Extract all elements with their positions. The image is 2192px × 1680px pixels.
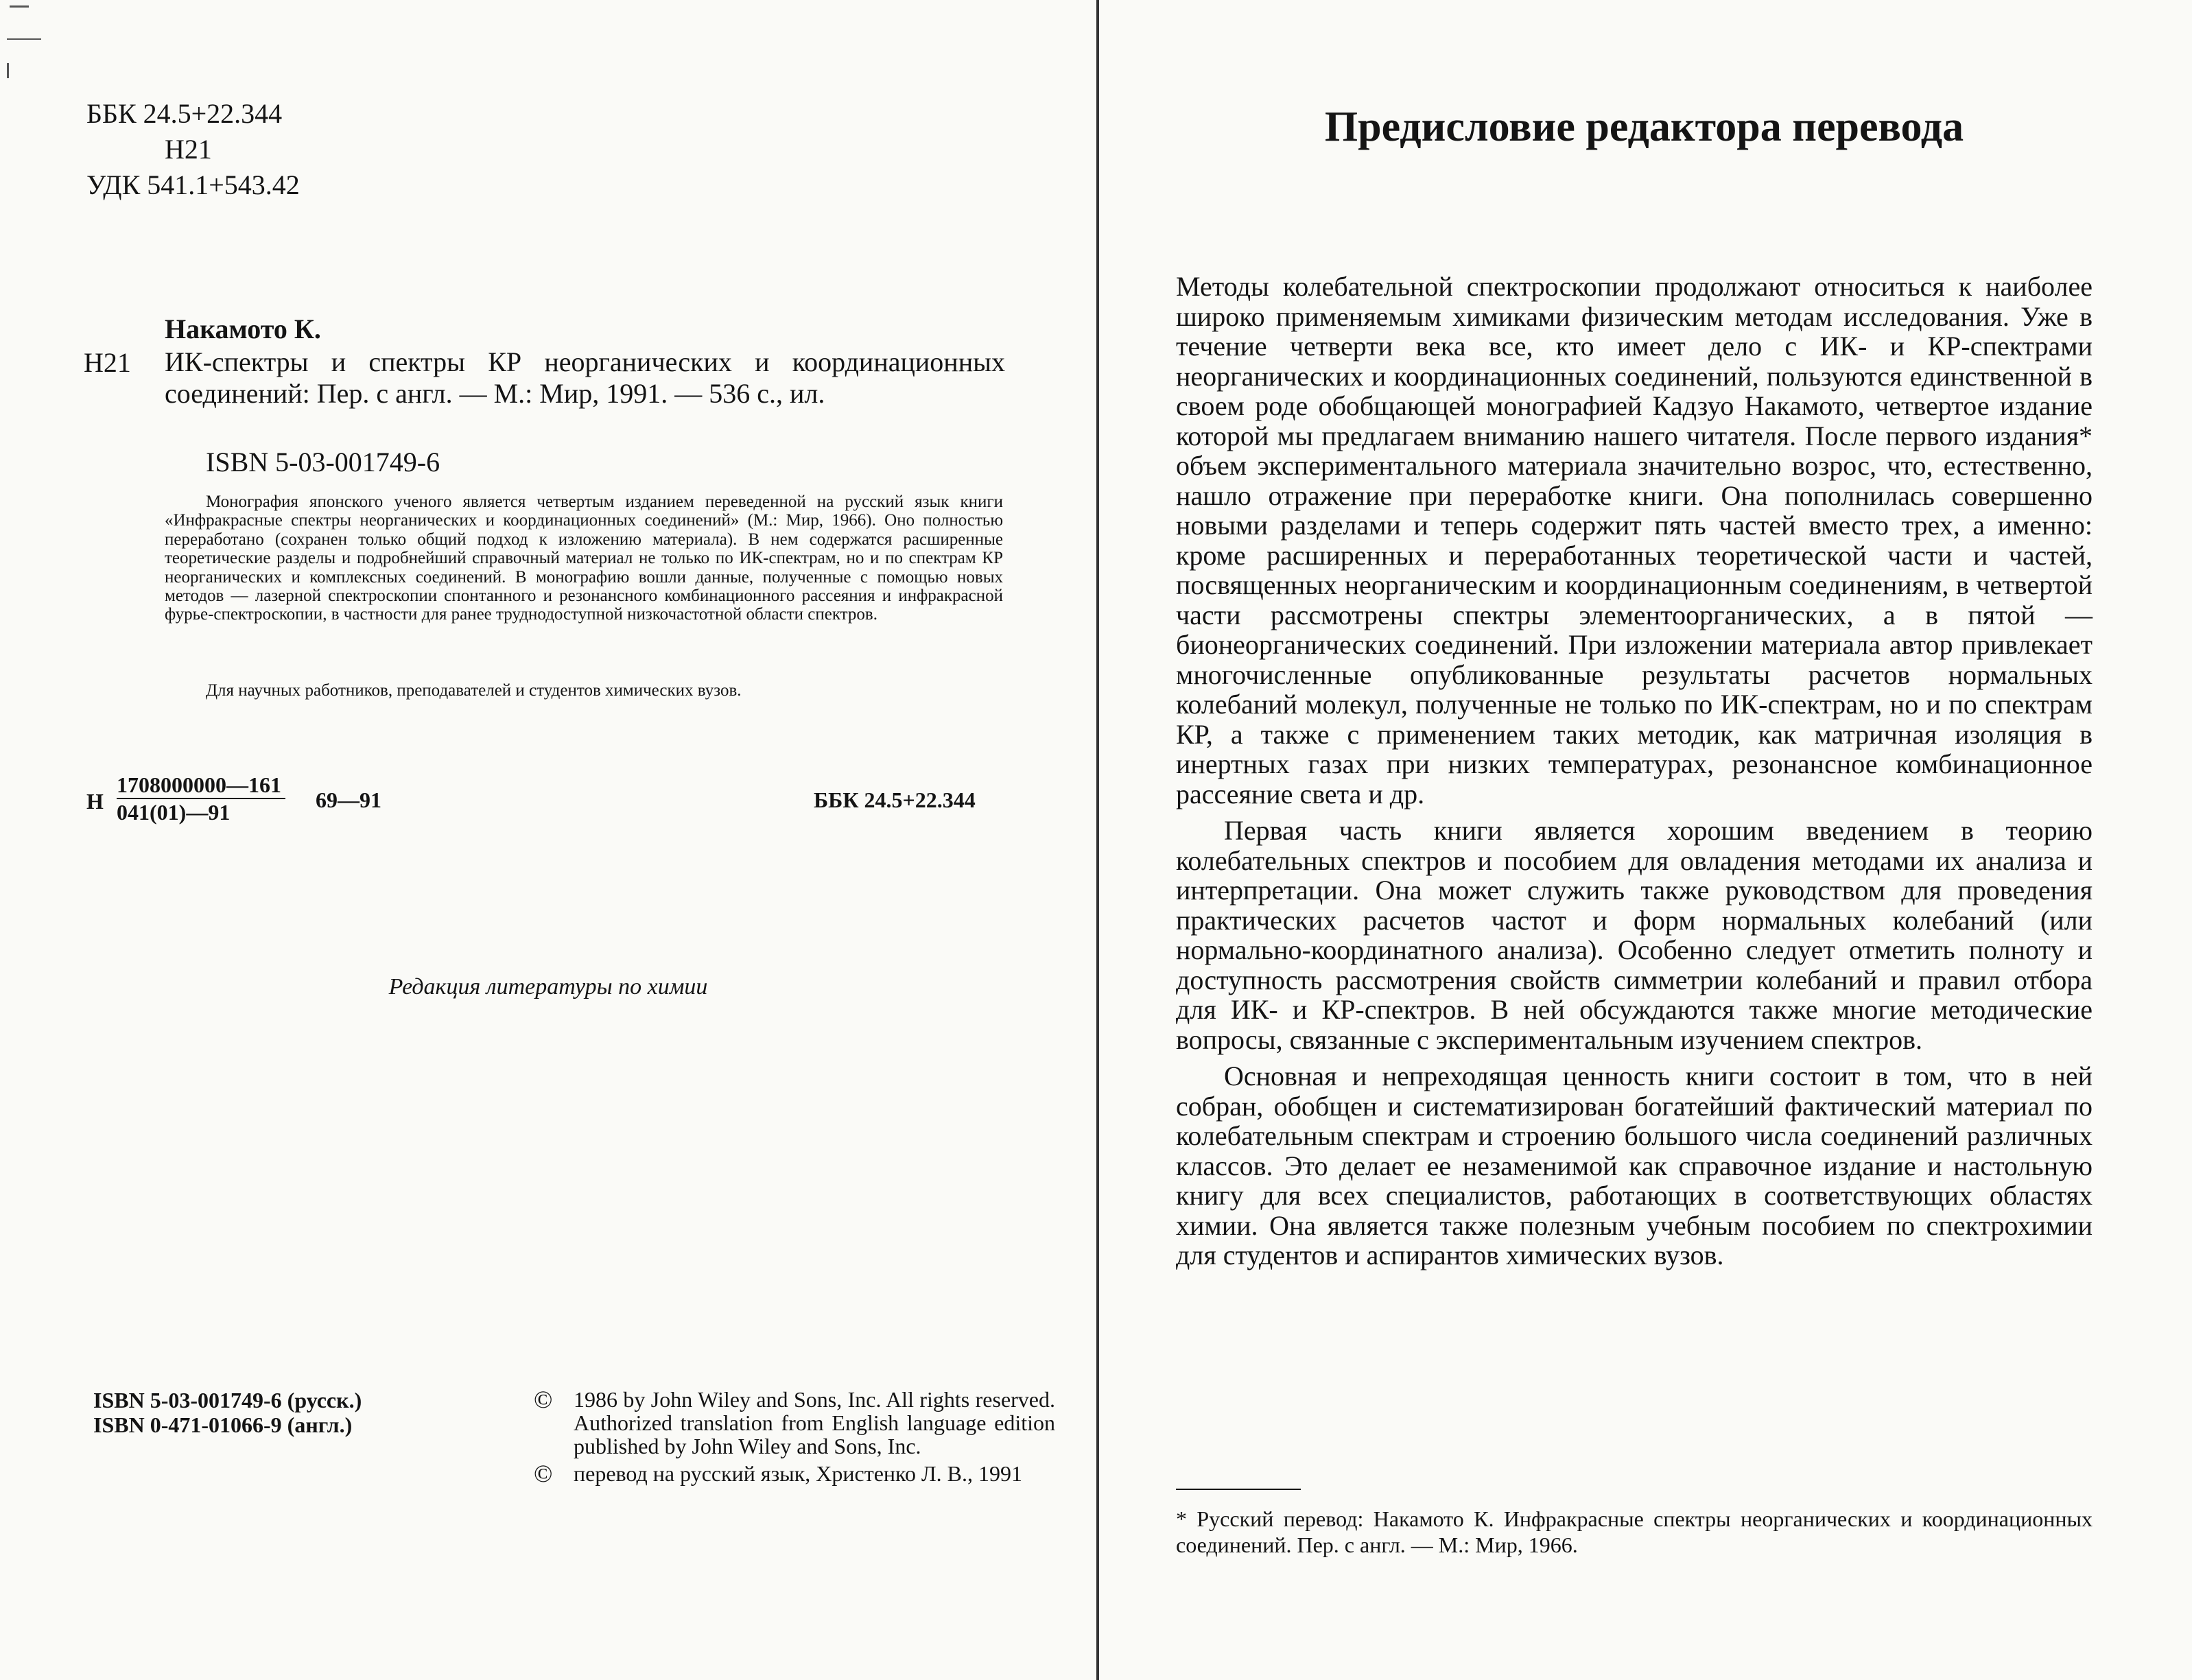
margin-mark [7,63,9,78]
margin-mark [7,38,41,40]
code-fraction [117,772,285,825]
bbk-line: ББК 24.5+22.344 [86,98,283,129]
isbn: ISBN 5-03-001749-6 [206,447,440,477]
preface-paragraph: Первая часть книги является хорошим введением в теорию колебательных спектров и пособием для овладения методами их анализа и интерпретации. Она может служить также руководством для проведения практических расчетов частот и форм нормальных колебаний (или нормально-координатного анализа). Особенно следует отметить полноту и доступность рассмотрения свойств симметрии колебаний и правил отбора для ИК- и КР-спектров. В ней обсуждаются также многие методические вопросы, связанные с экспериментальным изучением спектров. [1176,815,2093,1055]
abstract: Монография японского ученого является четвертым изданием переведенной на русский язык книги «Инфракрасные спектры неорганических и координационных соединений» (М.: Мир, 1966). Оно полностью переработано (сохранен только общий подход к изложению материала). В нем содержатся расширенные теоретические разделы и подробнейший справочный материал не только по ИК-спектрам, но и по спектрам КР неорганических и комплексных соединений. В монографию вошли данные, полученные с помощью новых методов — лазерной спектроскопии спонтанного и резонансного комбинационного рассеяния и инфракрасной фурье-спектроскопии, в частности для ранее труднодоступной низкочастотной области спектров. [165,493,1003,624]
copyright-icon: © [534,1386,553,1413]
copyright-translation: перевод на русский язык, Христенко Л. В., 1991 [574,1461,1023,1486]
h21-code: Н21 [165,134,212,165]
isbn-rus: ISBN 5-03-001749-6 (русск.) [93,1388,362,1412]
footnote: * Русский перевод: Накамото К. Инфракрасные спектры неорганических и координационных соединений. Пер. с англ. — М.: Мир, 1966. [1176,1506,2093,1557]
preface-paragraph: Основная и непреходящая ценность книги состоит в том, что в ней собран, обобщен и систематизирован богатейший фактический материал по колебательным спектрам и строению большого числа соединений различных классов. Это делает ее незаменимой как справочное издание и настольную книгу для всех специалистов, работающих в соответствующих областях химии. Она является также полезным учебным пособием по спектрохимии для студентов и аспирантов химических вузов. [1176,1061,2093,1270]
code-suffix: 69—91 [316,788,381,812]
edition-note: Редакция литературы по химии [388,974,708,999]
copyright-wiley: 1986 by John Wiley and Sons, Inc. All rights reserved. Authorized translation from English language edition published by John Wiley and Sons, Inc. [574,1387,1055,1458]
isbn-block [93,1388,362,1437]
audience: Для научных работников, преподавателей и студентов химических вузов. [206,681,742,700]
h21-marker: Н21 [84,347,131,378]
copyright-icon: © [534,1460,553,1487]
author-name: Накамото К. [165,313,321,344]
bbk-bottom: ББК 24.5+22.344 [814,788,976,812]
copyright-block [534,1388,1055,1485]
code-letter: Н [86,789,104,814]
page-title: Предисловие редактора перевода [1324,104,1964,150]
preface-body [1176,272,2093,1277]
code-denominator: 041(01)—91 [117,800,231,825]
right-page [1096,0,2192,1680]
footnote-rule [1176,1489,1301,1490]
title-entry: ИК-спектры и спектры КР неорганических и координационных соединений: Пер. с англ. — М.: Мир, 1991. — 536 с., ил. [165,346,1005,409]
margin-mark [10,5,29,8]
udk-line: УДК 541.1+543.42 [86,169,300,200]
code-numerator: 1708000000—161 [117,772,285,799]
preface-paragraph: Методы колебательной спектроскопии продолжают относиться к наиболее широко применяемым химиками физическим методам исследования. Уже в течение четверти века все, кто имеет дело с ИК- и КР-спектрами неорганических и координационных соединений, пользуются единственной в своем роде обобщающей монографией Кадзуо Накамото, четвертое издание которой мы предлагаем вниманию нашего читателя. После первого издания* объем экспериментального материала значительно возрос, что, естественно, нашло отражение при переработке книги. Она пополнилась совершенно новыми разделами и теперь содержит пять частей вместо трех, а именно: кроме расширенных и переработанных теоретической части и частей, посвященных неорганическим и координационным соединениям, в четвертой части рассмотрены спектры элементоорганических, а в пятой — бионеорганических соединений. При изложении материала автор привлекает многочисленные опубликованные результаты расчетов нормальных колебаний молекул, полученные не только по ИК-спектрам, но и по спектрам КР, а также с применением таких методик, как матричная изоляция в инертных газах при низких температурах, резонансное комбинационное рассеяние света и др. [1176,271,2093,809]
isbn-eng: ISBN 0-471-01066-9 (англ.) [93,1412,353,1437]
